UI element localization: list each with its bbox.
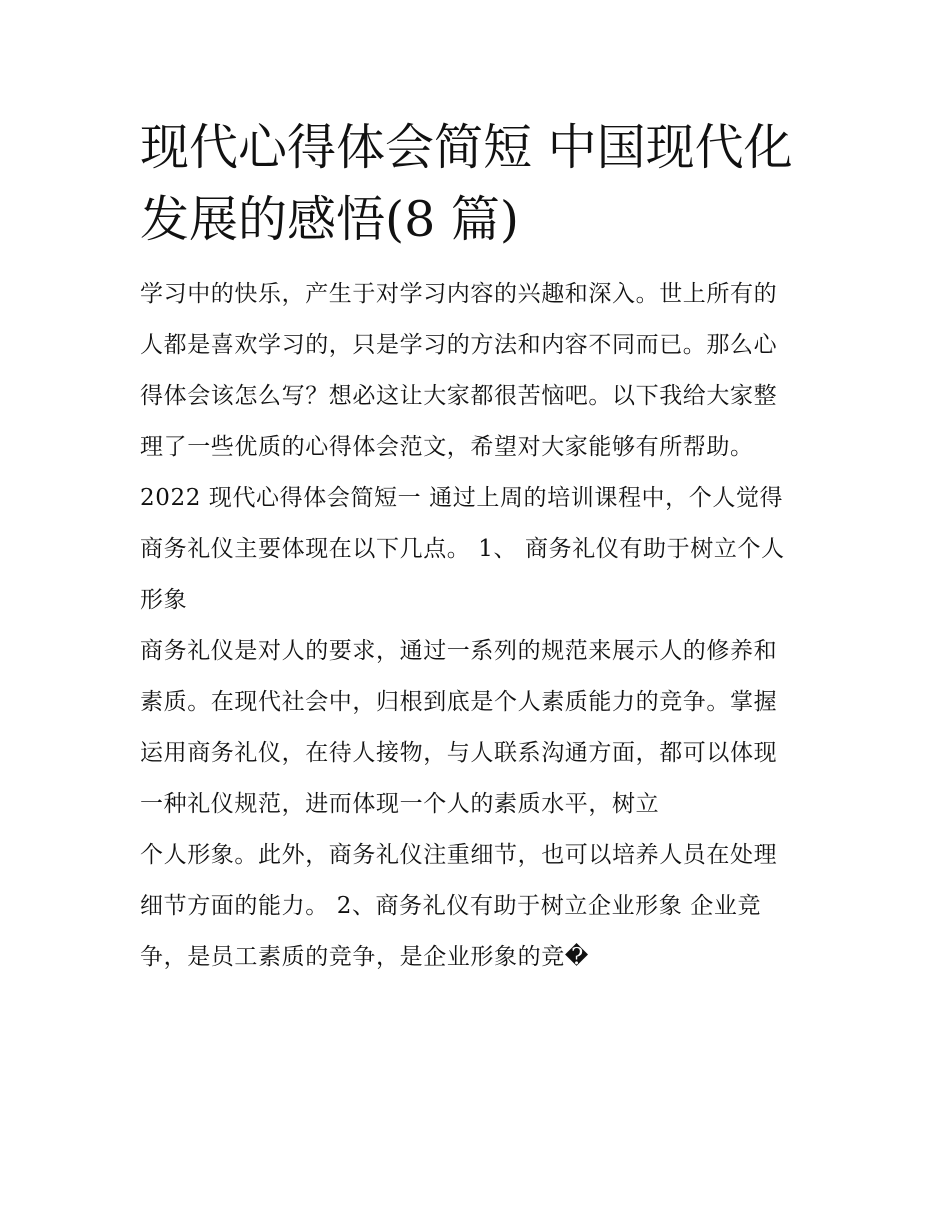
- image-paragraph: [140, 830, 812, 983]
- paragraph-line: 一种礼仪规范，进而体现一个人的素质水平，树立: [140, 791, 660, 817]
- paragraph-line: 个人形象。此外，商务礼仪注重细节，也可以培养人员在处理: [140, 842, 778, 868]
- paragraph-line: 学习中的快乐，产生于对学习内容的兴趣和深入。世上所有的: [140, 281, 778, 307]
- paragraph-line: 人都是喜欢学习的，只是学习的方法和内容不同而已。那么心: [140, 332, 778, 358]
- title-line-1: 现代心得体会简短 中国现代化: [140, 119, 793, 176]
- paragraph-line: 运用商务礼仪，在待人接物，与人联系沟通方面，都可以体现: [140, 740, 778, 766]
- paragraph-line: 细节方面的能力。 2、商务礼仪有助于树立企业形象 企业竞: [140, 893, 762, 919]
- intro-paragraph: [140, 269, 812, 473]
- etiquette-paragraph: [140, 626, 812, 830]
- paragraph-line: 2022 现代心得体会简短一 通过上周的培训课程中，个人觉得: [140, 485, 784, 511]
- paragraph-line: 形象: [140, 587, 188, 613]
- paragraph-line: 得体会该怎么写？想必这让大家都很苦恼吧。以下我给大家整: [140, 383, 778, 409]
- document-title: [140, 112, 812, 256]
- paragraph-line: 素质。在现代社会中，归根到底是个人素质能力的竞争。掌握: [140, 689, 778, 715]
- paragraph-line: 争，是员工素质的竞争，是企业形象的竞�: [140, 944, 589, 970]
- paragraph-line: 商务礼仪主要体现在以下几点。 1、 商务礼仪有助于树立个人: [140, 536, 785, 562]
- section-one-paragraph: [140, 473, 812, 626]
- title-line-2: 发展的感悟(8 篇): [140, 191, 519, 248]
- paragraph-line: 商务礼仪是对人的要求，通过一系列的规范来展示人的修养和: [140, 638, 778, 664]
- document-page: [140, 112, 812, 983]
- paragraph-line: 理了一些优质的心得体会范文，希望对大家能够有所帮助。: [140, 434, 754, 460]
